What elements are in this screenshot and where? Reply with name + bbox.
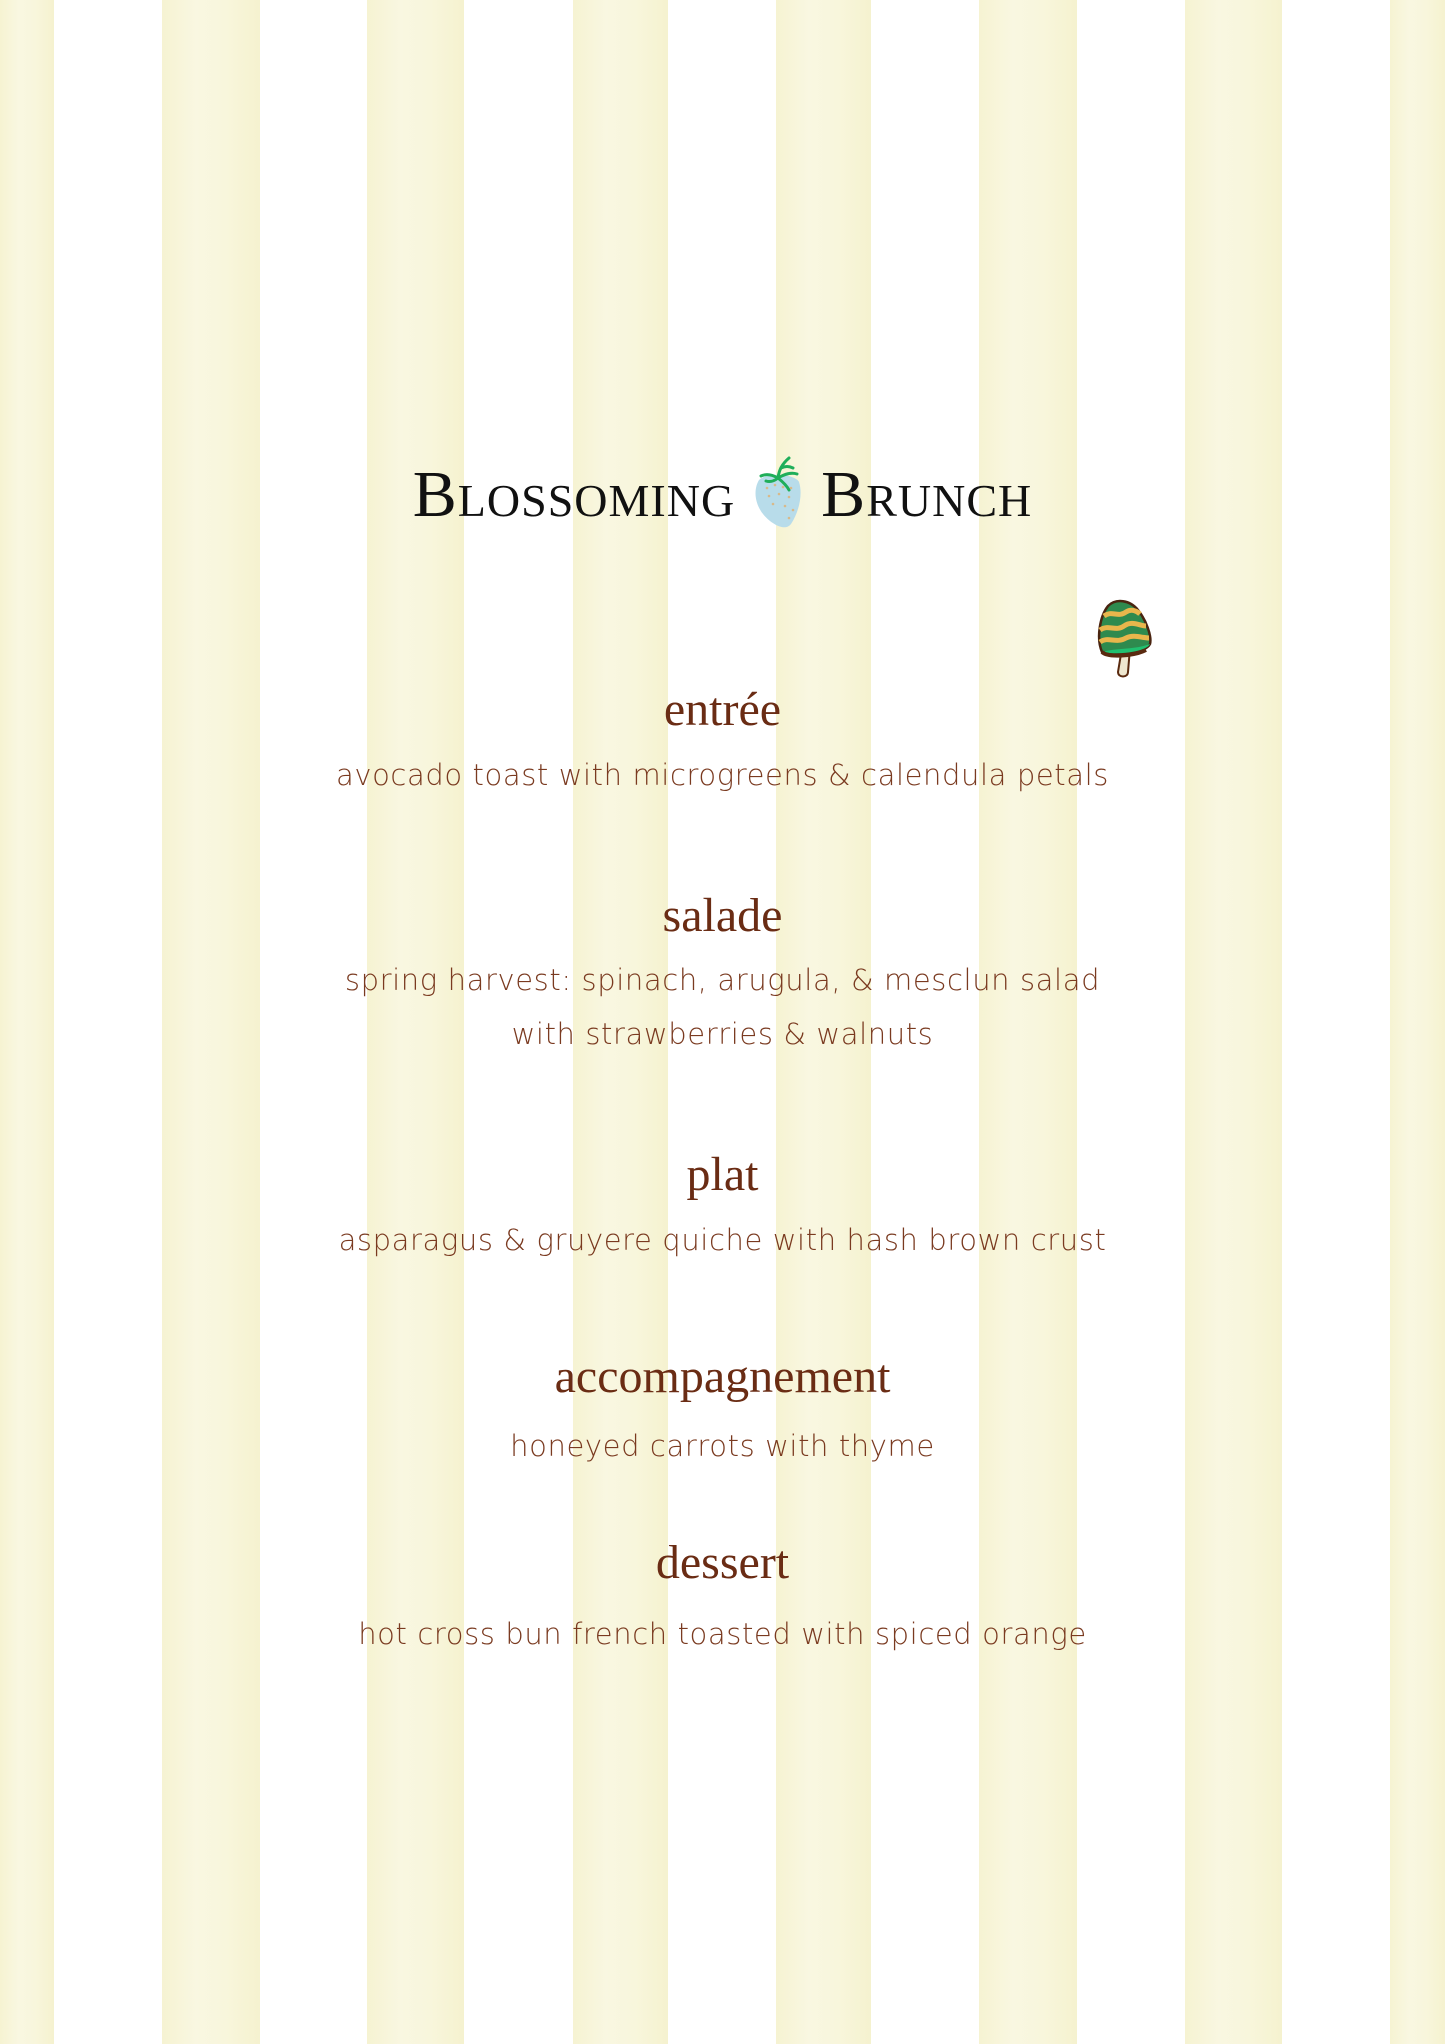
section-heading: dessert <box>655 1536 790 1589</box>
title-word-2: Brunch <box>821 458 1033 531</box>
section-description: avocado toast with microgreens & calendula petals <box>335 758 1110 792</box>
section-description: spring harvest: spinach, arugula, & mesclun salad <box>344 963 1101 997</box>
section-description: with strawberries & walnuts <box>511 1017 934 1051</box>
menu-section-accompagnement <box>0 1350 1445 1473</box>
menu-section-dessert <box>0 1536 1445 1661</box>
section-description: hot cross bun french toasted with spiced orange <box>358 1617 1087 1651</box>
section-heading: salade <box>662 889 783 942</box>
section-description: asparagus & gruyere quiche with hash brown crust <box>338 1223 1107 1257</box>
section-heading: plat <box>686 1148 759 1201</box>
menu-section-plat <box>0 1148 1445 1267</box>
section-description: honeyed carrots with thyme <box>510 1429 935 1463</box>
strawberry-icon <box>749 452 807 530</box>
section-heading: accompagnement <box>554 1350 891 1403</box>
title-word-1: Blossoming <box>412 458 736 531</box>
menu-section-salade <box>0 889 1445 1061</box>
menu-title <box>0 452 1445 533</box>
section-heading: entrée <box>663 683 782 736</box>
menu-section-entree <box>0 683 1445 802</box>
mushroom-icon <box>1094 598 1154 680</box>
